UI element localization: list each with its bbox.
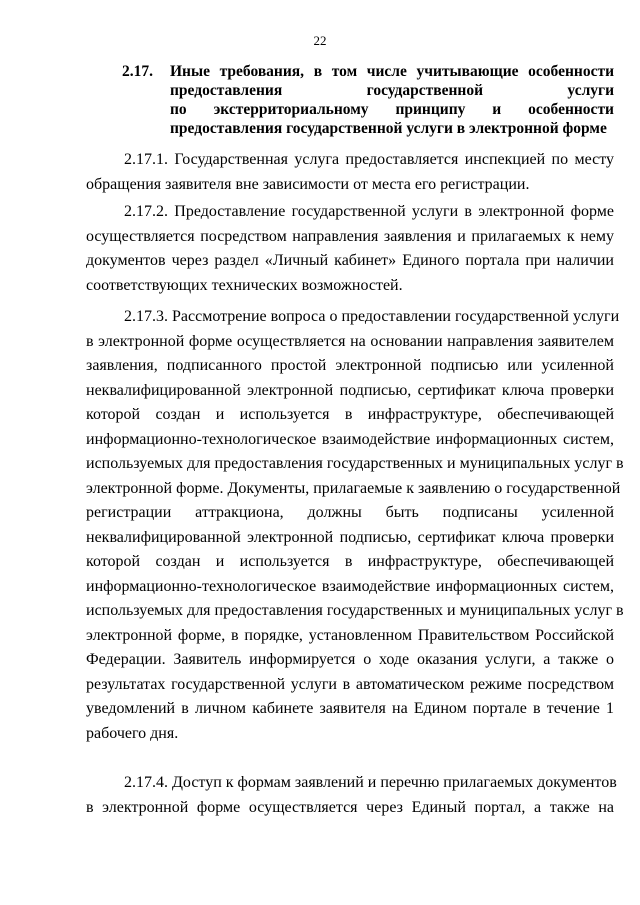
- paragraph-line: результатах государственной услуги в автоматическом режиме посредством: [86, 675, 614, 693]
- paragraph-line: 2.17.1. Государственная услуга предоставляется инспекцией по месту: [124, 151, 614, 168]
- paragraph-line: 2.17.4. Доступ к формам заявлений и перечню прилагаемых документов: [124, 774, 617, 791]
- paragraph-line: неквалифицированной электронной подписью, сертификат ключа проверки: [86, 528, 614, 546]
- paragraph-line: заявления, подписанного простой электронной подписью или усиленной: [86, 357, 614, 374]
- paragraph-line: осуществляется посредством направления заявления и прилагаемых к нему: [86, 227, 614, 245]
- paragraph-line: электронной форме, в порядке, установленном Правительством Российской: [86, 626, 614, 644]
- paragraph-2-17-4: [86, 771, 617, 820]
- section-title-line: по экстерриториальному принципу и особенности: [170, 101, 614, 118]
- section-title: [170, 62, 614, 138]
- paragraph-2-17-3: [86, 305, 624, 746]
- paragraph-line: Федерации. Заявитель информируется о ходе оказания услуги, а также о: [86, 651, 614, 668]
- paragraph-line: в электронной форме осуществляется на основании направления заявителем: [86, 332, 614, 350]
- paragraph-line: используемых для предоставления государственных и муниципальных услуг в: [86, 602, 624, 619]
- paragraph-line: 2.17.3. Рассмотрение вопроса о предоставлении государственной услуги: [124, 308, 620, 325]
- paragraph-2-17-2: [86, 200, 614, 298]
- paragraph-line: регистрации аттракциона, должны быть подписаны усиленной: [86, 504, 614, 521]
- section-title-line: Иные требования, в том числе учитывающие особенности: [170, 63, 614, 80]
- section-heading: [86, 62, 614, 138]
- paragraph-line: которой создан и используется в инфраструктуре, обеспечивающей: [86, 553, 614, 570]
- paragraph-line: обращения заявителя вне зависимости от места его регистрации.: [86, 175, 530, 193]
- paragraph-line: соответствующих технических возможностей.: [86, 276, 403, 294]
- paragraph-line: используемых для предоставления государственных и муниципальных услуг в: [86, 455, 624, 472]
- paragraph-line: 2.17.2. Предоставление государственной услуги в электронной форме: [124, 203, 614, 220]
- paragraph-line: в электронной форме осуществляется через Единый портал, а также на: [86, 798, 614, 816]
- paragraph-line: неквалифицированной электронной подписью, сертификат ключа проверки: [86, 381, 614, 399]
- paragraph-line: документов через раздел «Личный кабинет» Единого портала при наличии: [86, 252, 614, 269]
- page-number: 22: [313, 33, 327, 48]
- paragraph-line: электронной форме. Документы, прилагаемые к заявлению о государственной: [86, 479, 621, 497]
- section-number: 2.17.: [122, 63, 153, 80]
- paragraph-line: информационно-технологическое взаимодействие информационных систем,: [86, 430, 614, 448]
- paragraph-line: информационно-технологическое взаимодействие информационных систем,: [86, 577, 614, 595]
- paragraph-line: которой создан и используется в инфраструктуре, обеспечивающей: [86, 406, 614, 423]
- paragraph-line: уведомлений в личном кабинете заявителя на Едином портале в течение 1: [86, 700, 614, 717]
- section-title-line: предоставления государственной услуги: [170, 82, 614, 99]
- paragraph-2-17-1: [86, 148, 614, 197]
- section-title-line: предоставления государственной услуги в электронной форме: [170, 120, 607, 137]
- paragraph-line: рабочего дня.: [86, 724, 179, 742]
